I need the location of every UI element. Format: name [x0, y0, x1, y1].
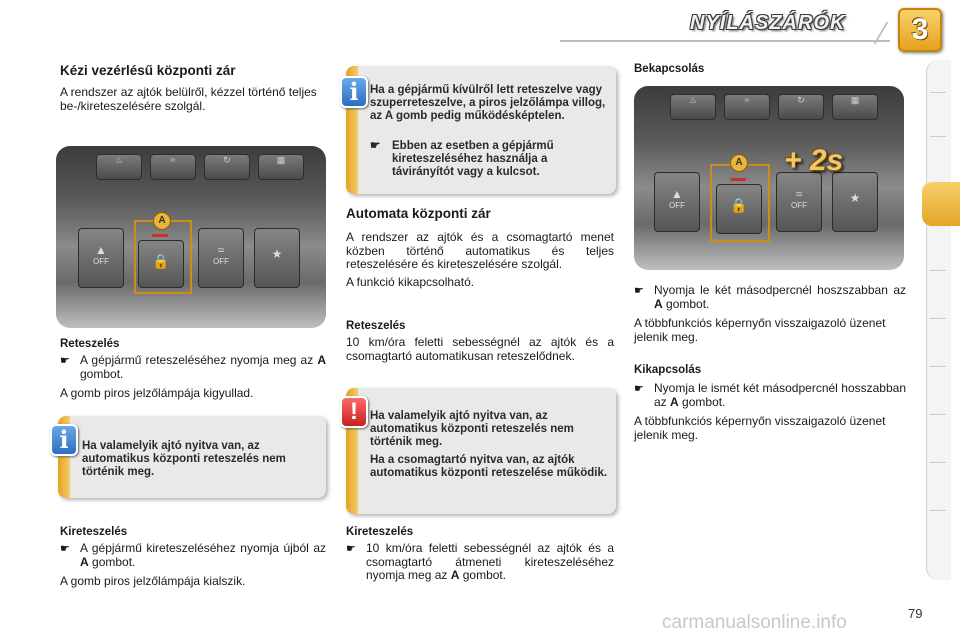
activation-bullet-text: Nyomja le két másodpercnél hoszszabban az — [654, 283, 906, 297]
lock-note: A gomb piros jelzőlámpája kigyullad. — [60, 386, 254, 400]
tab-divider — [930, 270, 946, 271]
col2-auto-lock-section — [346, 206, 614, 289]
col3-off-section — [634, 364, 906, 442]
warning-box-open-door — [346, 388, 616, 514]
press-duration-label: + 2s — [784, 144, 844, 177]
unlock-bullet-text: A gépjármű kireteszeléséhez nyomja újból az — [80, 541, 326, 555]
esp-off-label: OFF — [213, 257, 229, 266]
recirculation-button: ↻ — [204, 154, 250, 180]
esp-button: ≈ OFF — [198, 228, 244, 288]
seat-icon: ★ — [271, 247, 283, 261]
col2-lock-section — [346, 320, 614, 363]
info-icon: i — [340, 76, 368, 108]
activation-note: A többfunkciós képernyőn visszaigazoló üzenet jelenik meg. — [634, 316, 886, 344]
esp-button: ≈ OFF — [776, 172, 822, 232]
col1-header — [60, 63, 326, 113]
manual-lock-intro: A rendszer az ajtók belülről, kézzel történő teljes be-/kireteszelésére szolgál. — [60, 85, 317, 113]
tab-divider — [930, 366, 946, 367]
fan-button: ≈ — [150, 154, 196, 180]
warning-text-1: Ha valamelyik ajtó nyitva van, az automatikus központi reteszelés nem történik meg. — [370, 410, 574, 448]
auto-unlock-title: Kireteszelés — [346, 526, 414, 538]
tab-divider — [930, 462, 946, 463]
central-lock-button[interactable] — [138, 240, 184, 288]
lock-icon: 🔒 — [152, 253, 170, 269]
auto-unlock-bullet — [346, 542, 614, 583]
lock-bullet — [60, 354, 326, 381]
info-icon: i — [50, 424, 78, 456]
deactivation-note: A többfunkciós képernyőn visszaigazoló üzenet jelenik meg. — [634, 414, 886, 442]
deactivation-bullet-key: A — [670, 394, 679, 409]
esp-off-label: OFF — [791, 201, 807, 210]
lock-bullet-text: A gépjármű reteszeléséhez nyomja meg az — [80, 353, 314, 367]
activation-bullet-key: A — [654, 296, 663, 311]
lock-led — [730, 178, 746, 181]
dashboard-photo-left — [56, 146, 326, 328]
dashboard-photo-right — [634, 86, 904, 270]
auto-lock-title: Reteszelés — [346, 320, 406, 332]
recirculation-button: ↻ — [778, 94, 824, 120]
activation-bullet-end: gombot. — [666, 296, 710, 311]
col3-on-section — [634, 284, 906, 344]
pointer-icon: ☛ — [634, 285, 644, 297]
lock-bullet-end: gombot. — [80, 366, 124, 381]
auto-unlock-bullet-key: A — [450, 568, 460, 582]
parking-sensor-button: ▲ OFF — [78, 228, 124, 288]
activation-bullet — [634, 284, 906, 311]
unlock-bullet-key: A — [80, 554, 89, 569]
fan-button: ≈ — [724, 94, 770, 120]
pointer-icon: ☛ — [60, 355, 70, 367]
parking-sensor-off-label: OFF — [669, 201, 685, 210]
defrost-button: ♨ — [96, 154, 142, 180]
auto-unlock-bullet-text: 10 km/óra feletti sebességnél az ajtók és a csomagtartó átmeneti kireteszeléséhez nyomja meg az — [366, 541, 614, 582]
auto-lock-intro2: A funkció kikapcsolható. — [346, 274, 475, 289]
chapter-tab-strip — [926, 60, 951, 580]
col3-on-title — [634, 63, 904, 75]
lock-led — [152, 234, 168, 237]
section-title-auto-lock: Automata központi zár — [346, 206, 491, 221]
central-lock-button[interactable] — [716, 184, 762, 234]
pointer-icon: ☛ — [634, 383, 644, 395]
tab-divider — [930, 510, 946, 511]
warning-icon: ! — [340, 396, 368, 428]
unlock-bullet-end: gombot. — [92, 554, 136, 569]
deactivation-bullet-end: gombot. — [682, 394, 726, 409]
button-a-label: A — [730, 154, 748, 172]
unlock-note: A gomb piros jelzőlámpája kialszik. — [60, 574, 246, 588]
chapter-badge: 3 — [898, 8, 942, 52]
hazard-button — [832, 172, 878, 232]
col1-lock-section — [60, 338, 326, 401]
info-box-text: Ha a gépjármű kívülről lett reteszelve vagy szuperreteszelve, a piros jelzőlámpa villog, az A gomb pedig működésképtelen. — [370, 84, 606, 122]
tab-divider — [930, 136, 946, 137]
button-a-label: A — [153, 212, 171, 230]
auto-unlock-bullet-end: gombot. — [462, 568, 507, 582]
lock-bullet-key: A — [317, 353, 326, 367]
deactivation-bullet-text: Nyomja le ismét két másodpercnél hosszabban az — [654, 381, 906, 409]
lock-title: Reteszelés — [60, 338, 120, 350]
parking-sensor-off-label: OFF — [93, 257, 109, 266]
col1-unlock-section — [60, 526, 326, 589]
seat-icon: ★ — [849, 191, 861, 205]
col2-unlock-section — [346, 526, 614, 583]
unlock-title: Kireteszelés — [60, 526, 128, 538]
pointer-icon: ☛ — [346, 543, 356, 555]
info-box-external-lock — [346, 66, 616, 194]
tab-divider — [930, 318, 946, 319]
lock-icon: 🔒 — [730, 197, 748, 213]
info-box-bullet-text: Ebben az esetben a gépjármű kireteszeléséhez használja a távirányítót vagy a kulcsot. — [392, 140, 554, 178]
hazard-button — [254, 228, 300, 288]
chapter-tab-active[interactable] — [922, 182, 960, 226]
page-number: 79 — [908, 606, 923, 621]
rear-defrost-button: ▦ — [832, 94, 878, 120]
deactivation-title: Kikapcsolás — [634, 364, 702, 376]
tab-divider — [930, 92, 946, 93]
deactivation-bullet — [634, 382, 906, 409]
auto-lock-text: 10 km/óra feletti sebességnél az ajtók és a csomagtartó automatikusan reteszelődnek. — [346, 335, 614, 363]
info-box-bullet — [370, 140, 608, 179]
pointer-icon: ☛ — [370, 140, 381, 152]
info-box-door-open — [58, 416, 326, 498]
defrost-button: ♨ — [670, 94, 716, 120]
tab-divider — [930, 414, 946, 415]
page-title: NYÍLÁSZÁRÓK — [690, 12, 846, 34]
auto-lock-intro: A rendszer az ajtók és a csomagtartó menet közben történő automatikus és teljes reteszelésére és kireteszelésére szolgál. — [346, 230, 614, 271]
info-box-text: Ha valamelyik ajtó nyitva van, az automatikus központi reteszelés nem történik meg. — [82, 440, 286, 478]
section-title-manual-lock: Kézi vezérlésű központi zár — [60, 63, 236, 78]
pointer-icon: ☛ — [60, 543, 70, 555]
watermark: carmanualsonline.info — [662, 612, 847, 633]
activation-title: Bekapcsolás — [634, 63, 705, 75]
parking-sensor-button: ▲ OFF — [654, 172, 700, 232]
unlock-bullet — [60, 542, 326, 569]
header-rule — [560, 40, 890, 42]
rear-defrost-button: ▦ — [258, 154, 304, 180]
warning-text-2: Ha a csomagtartó nyitva van, az ajtók automatikus központi reteszelése működik. — [370, 454, 608, 479]
